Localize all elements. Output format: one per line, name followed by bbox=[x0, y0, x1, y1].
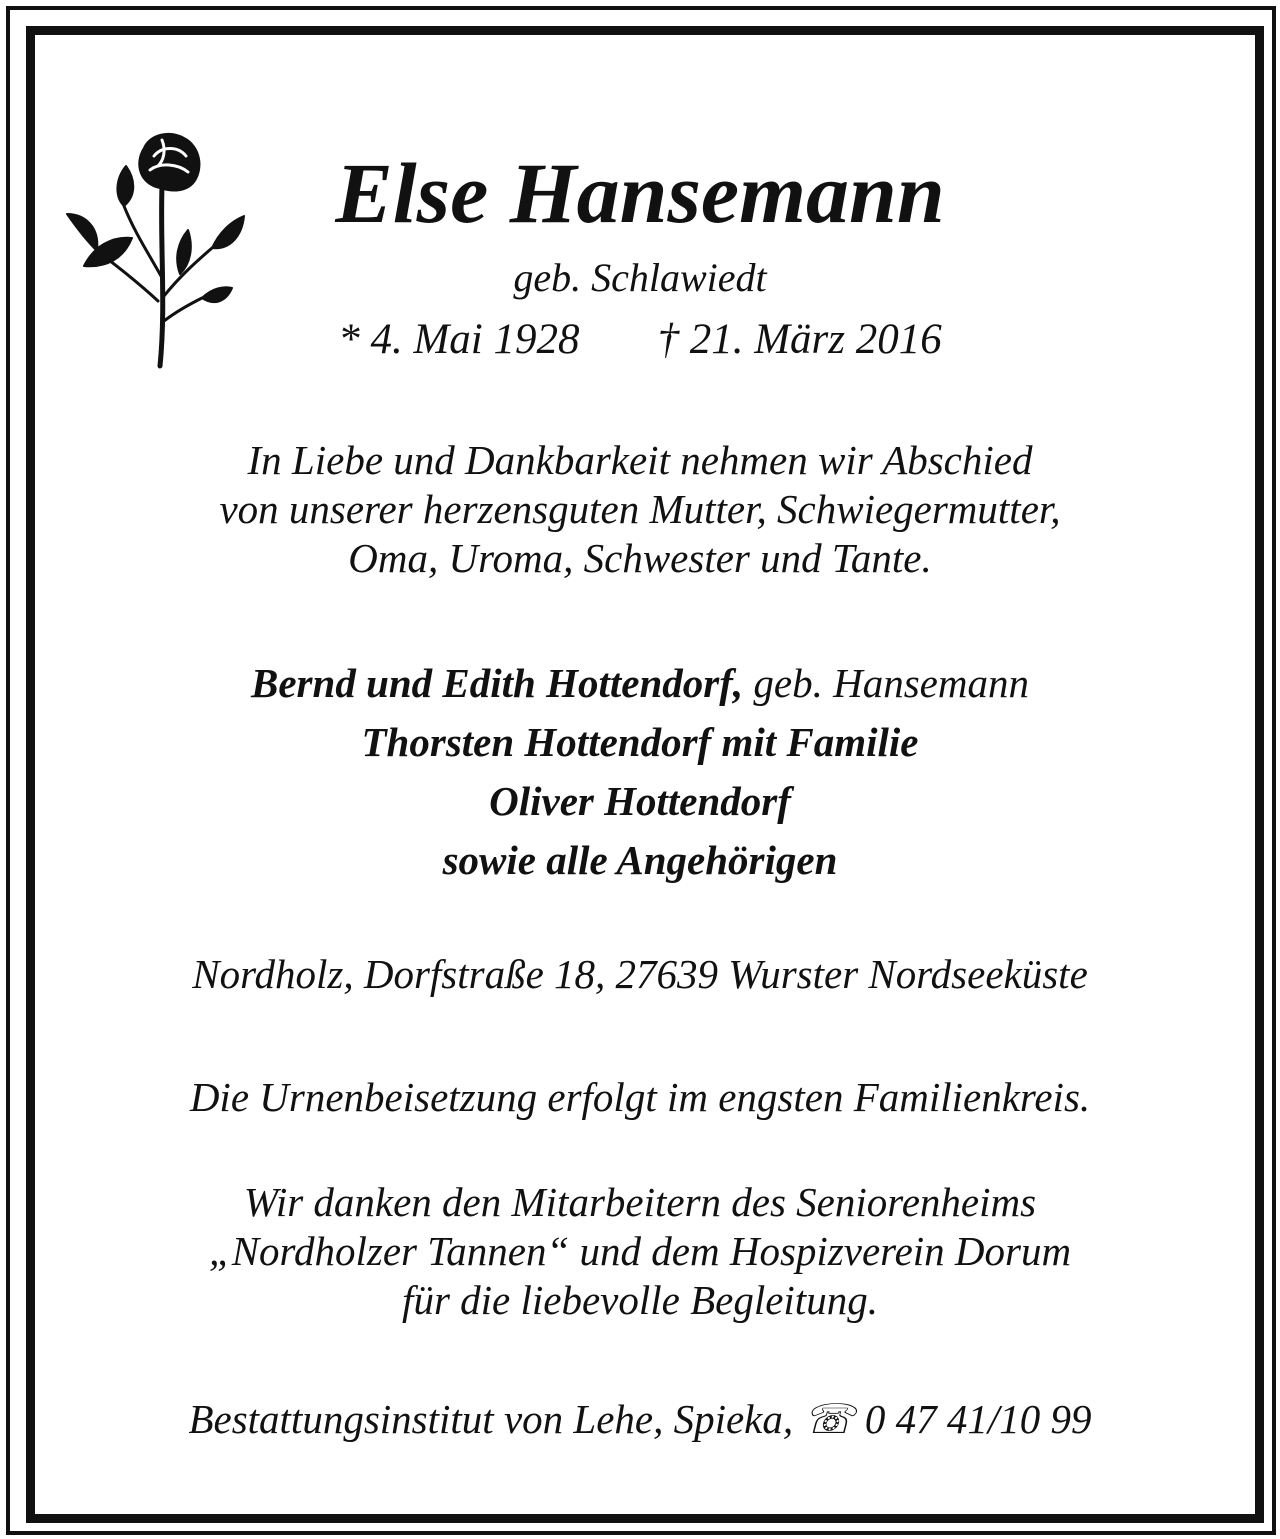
birth-date: * 4. Mai 1928 bbox=[338, 316, 580, 363]
thanks-line: „Nordholzer Tannen“ und dem Hospizverein Dorum bbox=[208, 1228, 1072, 1274]
family-line bbox=[40, 654, 1240, 713]
deceased-name: Else Hansemann bbox=[335, 145, 945, 241]
life-dates bbox=[40, 313, 1240, 367]
family-line: sowie alle Angehörigen bbox=[442, 837, 838, 883]
family-list bbox=[40, 654, 1240, 890]
farewell-line: von unserer herzensguten Mutter, Schwiegermutter, bbox=[219, 486, 1061, 532]
farewell-line: Oma, Uroma, Schwester und Tante. bbox=[348, 535, 932, 581]
thanks-text bbox=[40, 1178, 1240, 1325]
burial-note: Die Urnenbeisetzung erfolgt im engsten Familienkreis. bbox=[189, 1074, 1091, 1120]
family-line: Oliver Hottendorf bbox=[489, 778, 791, 824]
family-maiden-name: geb. Hansemann bbox=[743, 660, 1029, 706]
farewell-line: In Liebe und Dankbarkeit nehmen wir Abschied bbox=[247, 437, 1033, 483]
family-line: Thorsten Hottendorf mit Familie bbox=[361, 719, 919, 765]
undertaker-contact: Bestattungsinstitut von Lehe, Spieka, ☏ 0 47 41/10 99 bbox=[188, 1396, 1092, 1442]
death-date: † 21. März 2016 bbox=[657, 316, 942, 363]
family-names: Bernd und Edith Hottendorf, bbox=[251, 660, 744, 706]
thanks-line: für die liebevolle Begleitung. bbox=[402, 1277, 878, 1323]
maiden-name: geb. Schlawiedt bbox=[513, 255, 767, 300]
address: Nordholz, Dorfstraße 18, 27639 Wurster Nordseeküste bbox=[192, 951, 1088, 997]
farewell-text bbox=[40, 436, 1240, 583]
thanks-line: Wir danken den Mitarbeitern des Seniorenheims bbox=[243, 1179, 1037, 1225]
